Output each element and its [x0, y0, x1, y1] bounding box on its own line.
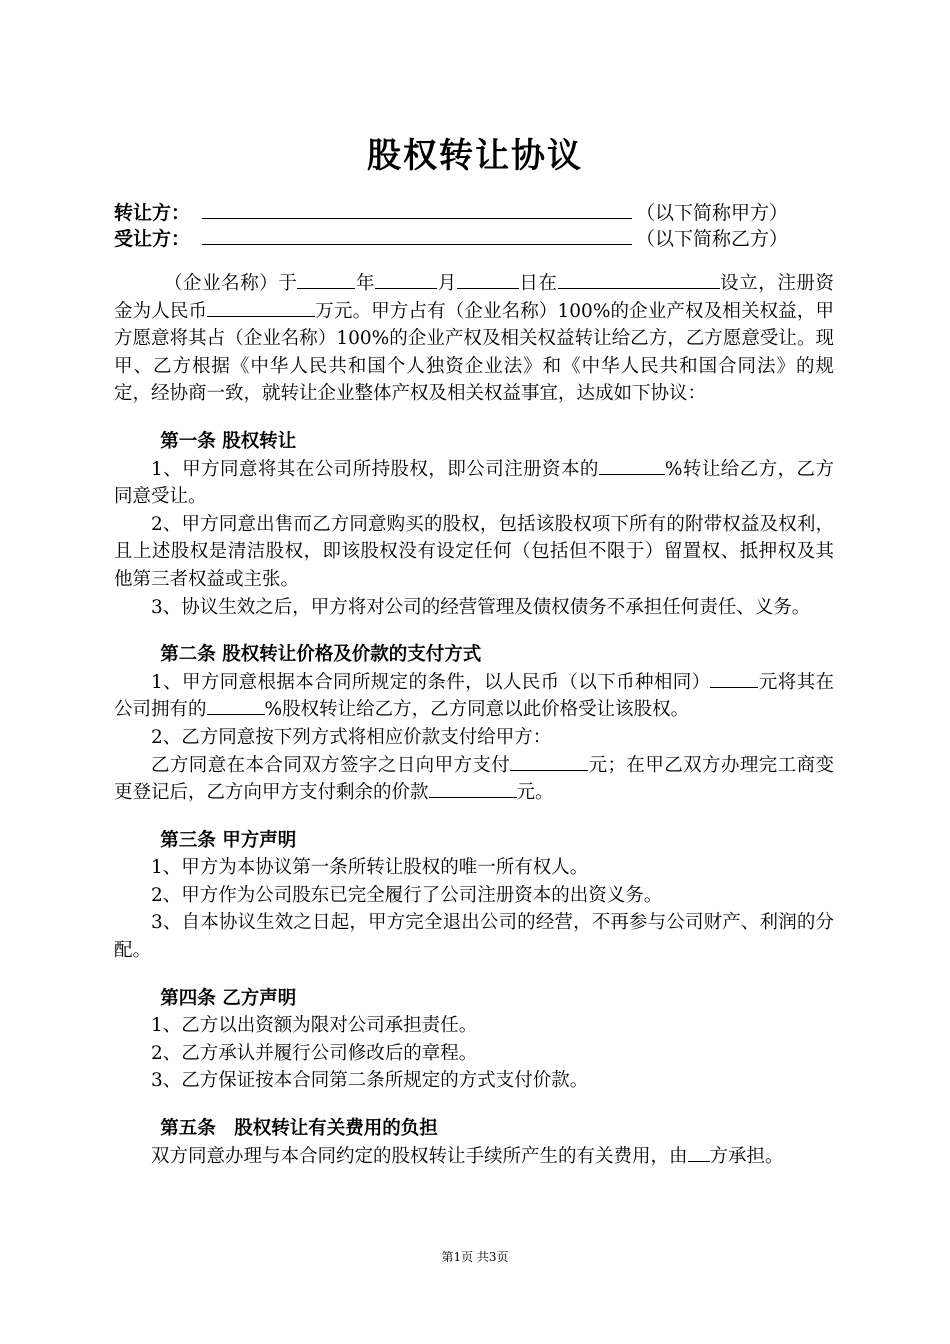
transfer-percent-blank[interactable]: [207, 698, 265, 715]
intro-text-5: 设立，注册资金为人民币: [114, 273, 834, 322]
article-4-item-2: 2、乙方承认并履行公司修改后的章程。: [151, 1042, 478, 1064]
article-5-item-1: [114, 1143, 834, 1171]
day-blank[interactable]: [457, 272, 519, 289]
article-3-item-1: 1、甲方为本协议第一条所转让股权的唯一所有权人。: [151, 857, 589, 879]
year-blank[interactable]: [297, 272, 355, 289]
price-blank[interactable]: [710, 671, 758, 688]
intro-text-3: 月: [437, 273, 457, 294]
article-2-heading: 第二条 股权转让价格及价款的支付方式: [160, 644, 482, 666]
article-3-item-3: 3、自本协议生效之日起，甲方完全退出公司的经营，不再参与公司财产、利润的分配。: [114, 912, 834, 962]
article-4-item-1: 1、乙方以出资额为限对公司承担责任。: [151, 1015, 478, 1037]
capital-blank[interactable]: [207, 300, 315, 317]
transferee-note: （以下简称乙方）: [636, 228, 789, 250]
location-blank[interactable]: [558, 272, 720, 289]
transferee-line: [114, 226, 788, 252]
article-5-heading: 第五条 股权转让有关费用的负担: [160, 1118, 438, 1140]
article-1-heading: 第一条 股权转让: [160, 430, 297, 452]
month-blank[interactable]: [375, 272, 437, 289]
fee-party-blank[interactable]: [688, 1145, 710, 1162]
transferor-note: （以下简称甲方）: [636, 202, 789, 224]
intro-text-2: 年: [355, 273, 376, 294]
intro-text-6: 万元。甲方占有（企业名称）100%的企业产权及相关权益，甲方愿意将其占（企业名称）100%的企业产权及相关权益转让给乙方，乙方愿意受让。现甲、乙方根据《中华人民共和国个人独资企业法》和《中华人民共和国合同法》的规定，经协商一致，就转让企业整体产权及相关权益事宜，达成如下协议：: [114, 300, 834, 405]
article-5-item-1-tail: 方承担。: [709, 1145, 784, 1167]
intro-paragraph: [114, 270, 834, 408]
article-4-item-3: 3、乙方保证按本合同第二条所规定的方式支付价款。: [151, 1070, 589, 1092]
article-3-heading: 第三条 甲方声明: [160, 829, 297, 851]
article-1-item-2: 2、甲方同意出售而乙方同意购买的股权，包括该股权项下所有的附带权益及权利，且上述股权是清洁股权，即该股权没有设定任何（包括但不限于）留置权、抵押权及其他第三者权益或主张。: [114, 513, 834, 590]
article-2-item-1-mid: 元将其在公司拥有的: [114, 671, 834, 721]
transferor-blank[interactable]: [202, 200, 632, 219]
article-2-item-1-text: 1、甲方同意根据本合同所规定的条件，以人民币（以下币种相同）: [151, 671, 711, 693]
document-title: 股权转让协议: [367, 136, 583, 176]
article-2-item-1: [114, 669, 834, 724]
article-4-heading: 第四条 乙方声明: [160, 987, 297, 1009]
share-percent-blank[interactable]: [599, 458, 665, 475]
article-3-item-2: 2、甲方作为公司股东已完全履行了公司注册资本的出资义务。: [151, 884, 663, 906]
transferee-label: 受让方：: [114, 228, 191, 250]
article-1-item-1: [114, 456, 834, 511]
remaining-payment-blank[interactable]: [429, 781, 517, 798]
intro-text-1: （企业名称）于: [163, 273, 298, 294]
article-5-item-1-text: 双方同意办理与本合同约定的股权转让手续所产生的有关费用，由: [151, 1145, 688, 1167]
article-2-item-3: [114, 752, 834, 807]
transferor-label: 转让方：: [114, 202, 191, 224]
article-2-item-2: 2、乙方同意按下列方式将相应价款支付给甲方：: [151, 726, 552, 748]
article-1-item-1-tail: %转让给乙方，乙方同意受让。: [114, 458, 834, 508]
article-2-item-1-tail: %股权转让给乙方，乙方同意以此价格受让该股权。: [264, 699, 690, 721]
document-body: [114, 270, 834, 1170]
intro-text-4: 日在: [518, 273, 558, 294]
first-payment-blank[interactable]: [510, 754, 588, 771]
transferee-blank[interactable]: [202, 226, 632, 245]
article-2-item-3-text: 乙方同意在本合同双方签字之日向甲方支付: [151, 754, 511, 776]
article-2-item-3-tail: 元。: [516, 782, 554, 804]
page-footer: 第1页 共3页: [441, 1250, 509, 1264]
transferor-line: [114, 200, 788, 226]
article-1-item-3: 3、协议生效之后，甲方将对公司的经营管理及债权债务不承担任何责任、义务。: [151, 596, 811, 618]
article-1-item-1-text: 1、甲方同意将其在公司所持股权，即公司注册资本的: [151, 458, 599, 480]
article-2-item-3-mid: 元；在甲乙双方办理完工商变更登记后，乙方向甲方支付剩余的价款: [114, 754, 834, 804]
